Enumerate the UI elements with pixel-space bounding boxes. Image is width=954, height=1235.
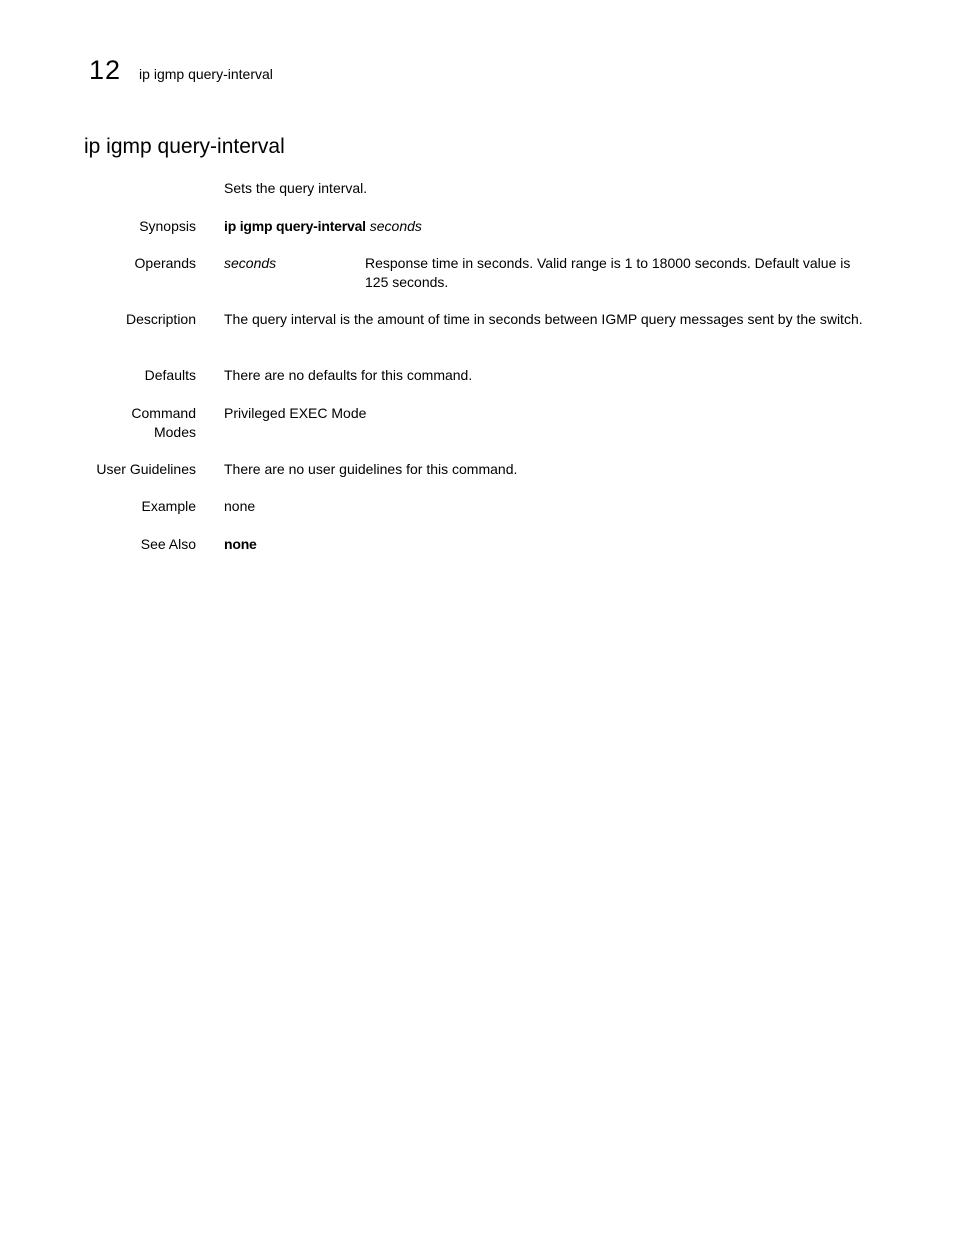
synopsis-argument: seconds (369, 218, 422, 234)
synopsis-command: ip igmp query-interval (224, 218, 366, 234)
synopsis-content (224, 217, 874, 236)
synopsis-label: Synopsis (139, 218, 196, 234)
command-modes-text: Privileged EXEC Mode (224, 405, 367, 421)
example-label: Example (141, 498, 196, 514)
see-also-link[interactable]: none (224, 536, 257, 552)
running-header (89, 54, 273, 86)
operand-description: Response time in seconds. Valid range is 1 to 18000 seconds. Default value is 125 seconds. (365, 255, 851, 290)
intro-text: Sets the query interval. (224, 180, 368, 196)
running-title: ip igmp query-interval (139, 66, 273, 82)
example-text: none (224, 498, 256, 514)
command-modes-label (56, 404, 196, 442)
operand-name: seconds (224, 255, 277, 271)
user-guidelines-label: User Guidelines (96, 461, 196, 477)
command-modes-label-line1: Command (131, 405, 196, 421)
description-text: The query interval is the amount of time in seconds between IGMP query messages sent by the switch. (224, 311, 863, 327)
page-title: ip igmp query-interval (84, 135, 285, 158)
user-guidelines-text: There are no user guidelines for this command. (224, 461, 518, 477)
description-label: Description (125, 311, 196, 327)
chapter-number: 12 (89, 55, 122, 85)
see-also-label: See Also (140, 536, 196, 552)
operands-label: Operands (134, 255, 196, 271)
defaults-text: There are no defaults for this command. (224, 367, 473, 383)
command-modes-label-line2: Modes (153, 424, 196, 440)
defaults-label: Defaults (144, 367, 196, 383)
